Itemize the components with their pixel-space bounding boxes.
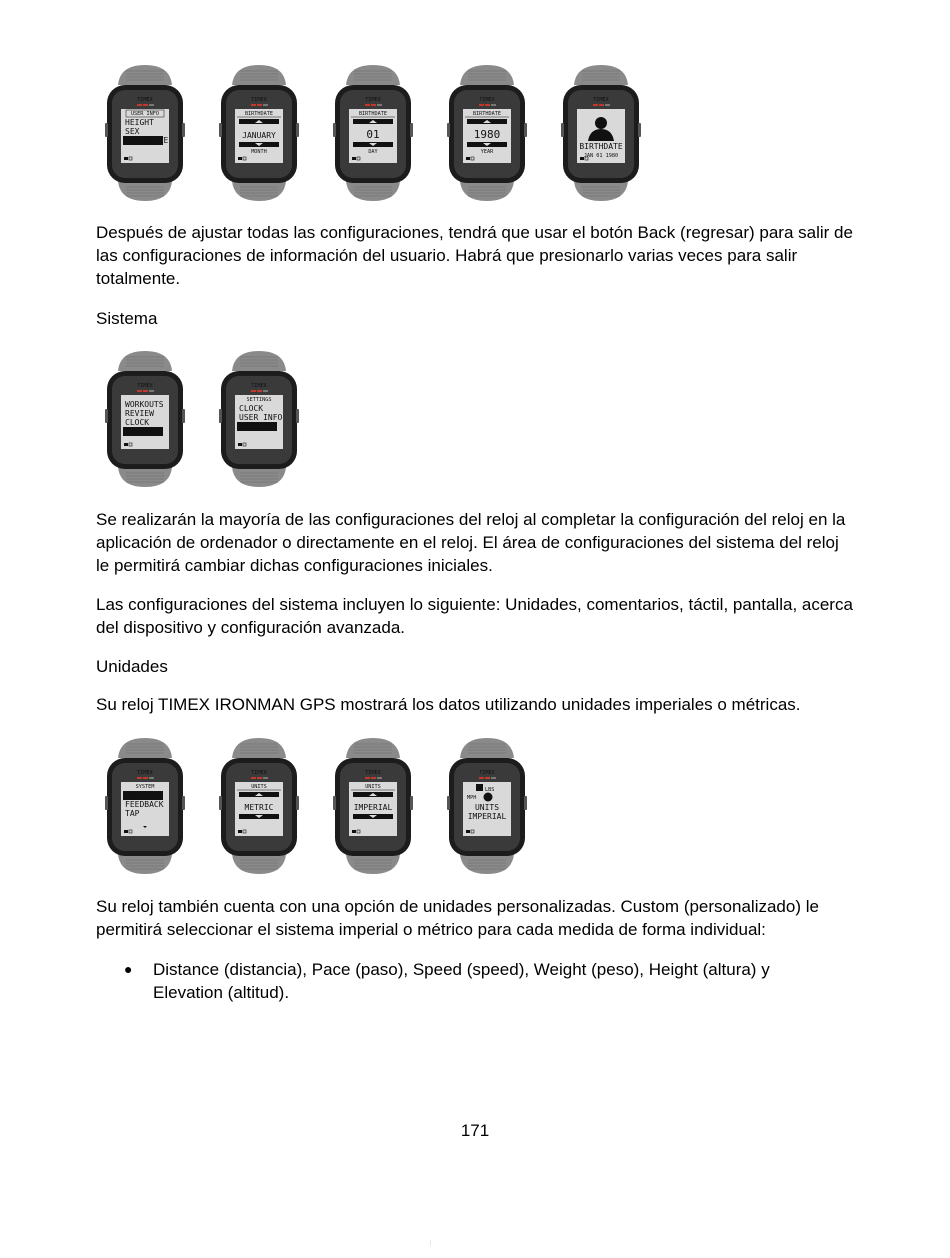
battery-icon: [238, 443, 242, 446]
brand-accent: [251, 777, 256, 779]
watch-brand: TIMEX: [479, 97, 495, 103]
brand-accent: [485, 777, 490, 779]
watch-illustration: [104, 63, 186, 203]
menu-item: UNITS: [125, 791, 150, 800]
menu-item: REVIEW: [125, 409, 154, 418]
watch-strap-top: [232, 738, 286, 758]
watch-illustration: [446, 63, 528, 203]
side-button-right: [296, 123, 299, 137]
watch-brand: TIMEX: [137, 770, 153, 776]
list-item: [124, 958, 844, 1004]
watch-brand: TIMEX: [137, 97, 153, 103]
brand-accent: [479, 104, 484, 106]
side-button-right: [524, 123, 527, 137]
side-button-right: [410, 123, 413, 137]
battery-icon: [466, 157, 470, 160]
watch-illustration: [104, 349, 186, 489]
watch-illustration: [560, 63, 642, 203]
menu-item: CLOCK: [239, 404, 264, 413]
brand-accent: [365, 104, 370, 106]
brand-accent: [485, 104, 490, 106]
menu-item: USER INFO: [239, 413, 283, 422]
battery-icon: [352, 157, 356, 160]
battery-icon: [124, 157, 128, 160]
person-icon: [595, 117, 607, 129]
side-button-right: [296, 409, 299, 423]
picker-title: BIRTHDATE: [244, 111, 274, 117]
watch-strap-top: [346, 65, 400, 85]
bullet-icon: ●: [124, 961, 133, 977]
heading-unidades: Unidades: [96, 657, 168, 676]
watch-brand: TIMEX: [251, 383, 267, 389]
brand-accent: [479, 777, 484, 779]
watch-brand: TIMEX: [365, 770, 381, 776]
watch-strap-bottom: [232, 181, 286, 201]
watch-strap-top: [346, 738, 400, 758]
picker-title: BIRTHDATE: [472, 111, 502, 117]
side-button-left: [333, 123, 336, 137]
watch-strap-top: [460, 65, 514, 85]
bullet-list: [124, 958, 844, 1004]
brand-accent: [149, 390, 154, 392]
confirm-value: JAN 01 1980: [583, 153, 619, 159]
watch-illustration: [332, 736, 414, 876]
side-button-left: [447, 123, 450, 137]
menu-item: WORKOUTS: [125, 400, 164, 409]
menu-item: SEX: [125, 127, 140, 136]
menu-title: SYSTEM: [135, 784, 155, 790]
battery-icon: [124, 443, 128, 446]
side-button-left: [447, 796, 450, 810]
watch-row-user-info: [104, 63, 642, 203]
watch-illustration: [446, 736, 528, 876]
watch-row-system: [104, 349, 300, 489]
menu-title: SETTINGS: [246, 397, 272, 403]
watch-brand: TIMEX: [593, 97, 609, 103]
watch-strap-top: [118, 65, 172, 85]
watch-strap-top: [232, 351, 286, 371]
watch-strap-top: [118, 351, 172, 371]
brand-accent: [371, 777, 376, 779]
brand-accent: [263, 390, 268, 392]
side-button-right: [296, 796, 299, 810]
watch-strap-bottom: [118, 467, 172, 487]
brand-accent: [599, 104, 604, 106]
side-button-left: [105, 796, 108, 810]
brand-accent: [137, 390, 142, 392]
menu-title: USER INFO: [130, 111, 160, 117]
menu-item: FEEDBACK: [125, 800, 164, 809]
watch-strap-bottom: [232, 467, 286, 487]
watch-brand: TIMEX: [251, 770, 267, 776]
side-button-right: [524, 796, 527, 810]
page-number: 171: [460, 1121, 490, 1140]
side-button-left: [561, 123, 564, 137]
brand-accent: [143, 390, 148, 392]
picker-label: YEAR: [480, 149, 494, 155]
picker-label: DAY: [368, 149, 378, 155]
side-button-right: [182, 796, 185, 810]
watch-strap-top: [574, 65, 628, 85]
watch-brand: TIMEX: [479, 770, 495, 776]
menu-item: BIRTHDATE: [125, 136, 169, 145]
watch-strap-bottom: [118, 181, 172, 201]
paragraph-custom-units: Su reloj también cuenta con una opción de unidades personalizadas. Custom (personalizado) le permitirá seleccionar el sistema imperial o métrico para cada medida de forma individual:: [96, 897, 819, 939]
watch-strap-bottom: [460, 854, 514, 874]
brand-accent: [143, 777, 148, 779]
brand-accent: [137, 104, 142, 106]
brand-accent: [365, 777, 370, 779]
menu-item: SYSTEM: [239, 422, 268, 431]
battery-icon: [124, 830, 128, 833]
speed-icon: [484, 793, 493, 802]
watch-illustration: [218, 349, 300, 489]
picker-value: IMPERIAL: [353, 803, 393, 812]
scan-mark: [430, 1240, 431, 1246]
menu-item: TAP: [125, 809, 140, 818]
brand-accent: [263, 104, 268, 106]
picker-value: METRIC: [244, 803, 274, 812]
brand-accent: [251, 104, 256, 106]
brand-accent: [257, 104, 262, 106]
paragraph-back-button: Después de ajustar todas las configuraciones, tendrá que usar el botón Back (regresar) para salir de las configuraciones de información del usuario. Habrá que presionarlo varias veces para salir totalmente.: [96, 223, 853, 288]
brand-accent: [377, 104, 382, 106]
side-button-left: [333, 796, 336, 810]
side-button-right: [182, 409, 185, 423]
watch-illustration: [218, 63, 300, 203]
paragraph-system-list: Las configuraciones del sistema incluyen lo siguiente: Unidades, comentarios, táctil, pantalla, acerca del dispositivo y configuración avanzada.: [96, 595, 853, 637]
side-button-left: [105, 409, 108, 423]
picker-value: JANUARY: [242, 131, 276, 140]
picker-title: UNITS: [251, 784, 267, 790]
watch-brand: TIMEX: [137, 383, 153, 389]
watch-strap-bottom: [346, 181, 400, 201]
side-button-left: [219, 409, 222, 423]
watch-brand: TIMEX: [365, 97, 381, 103]
watch-strap-bottom: [232, 854, 286, 874]
picker-label: MONTH: [251, 149, 267, 155]
side-button-left: [219, 796, 222, 810]
watch-strap-top: [232, 65, 286, 85]
paragraph-units: Su reloj TIMEX IRONMAN GPS mostrará los datos utilizando unidades imperiales o métricas.: [96, 695, 801, 714]
battery-icon: [352, 830, 356, 833]
watch-strap-top: [118, 738, 172, 758]
brand-accent: [491, 777, 496, 779]
side-button-right: [410, 796, 413, 810]
watch-illustration: [332, 63, 414, 203]
brand-accent: [491, 104, 496, 106]
confirm-title: BIRTHDATE: [579, 142, 623, 151]
brand-accent: [377, 777, 382, 779]
watch-strap-bottom: [460, 181, 514, 201]
side-button-right: [182, 123, 185, 137]
battery-icon: [238, 830, 242, 833]
side-button-left: [219, 123, 222, 137]
watch-illustration: [104, 736, 186, 876]
brand-accent: [257, 390, 262, 392]
picker-title: BIRTHDATE: [358, 111, 388, 117]
brand-accent: [593, 104, 598, 106]
brand-accent: [149, 777, 154, 779]
watch-strap-bottom: [346, 854, 400, 874]
menu-item: HEIGHT: [125, 118, 154, 127]
brand-accent: [137, 777, 142, 779]
picker-value: 1980: [473, 128, 501, 141]
heading-sistema: Sistema: [96, 309, 158, 328]
unit-label: LBS: [485, 787, 495, 793]
watch-strap-bottom: [574, 181, 628, 201]
confirm-title: UNITS: [474, 803, 500, 812]
brand-accent: [263, 777, 268, 779]
brand-accent: [605, 104, 610, 106]
brand-accent: [143, 104, 148, 106]
side-button-right: [638, 123, 641, 137]
confirm-value: IMPERIAL: [467, 812, 507, 821]
watch-illustration: [218, 736, 300, 876]
brand-accent: [371, 104, 376, 106]
brand-accent: [251, 390, 256, 392]
menu-item: SETTINGS: [125, 427, 164, 436]
watch-row-units: [104, 736, 528, 876]
unit-label: MPH: [467, 795, 477, 801]
paragraph-system-intro: Se realizarán la mayoría de las configuraciones del reloj al completar la configuración del reloj en la aplicación de ordenador o directamente en el reloj. El área de configuraciones del sistema del reloj le permitirá cambiar dichas configuraciones iniciales.: [96, 510, 846, 575]
brand-accent: [149, 104, 154, 106]
list-item-text: Distance (distancia), Pace (paso), Speed (speed), Weight (peso), Height (altura) y Elevation (altitud).: [153, 960, 770, 1002]
weight-icon: [476, 784, 483, 791]
battery-icon: [238, 157, 242, 160]
side-button-left: [105, 123, 108, 137]
watch-brand: TIMEX: [251, 97, 267, 103]
watch-strap-bottom: [118, 854, 172, 874]
menu-item: CLOCK: [125, 418, 150, 427]
picker-value: 01: [366, 128, 380, 141]
picker-title: UNITS: [365, 784, 381, 790]
brand-accent: [257, 777, 262, 779]
watch-strap-top: [460, 738, 514, 758]
battery-icon: [466, 830, 470, 833]
